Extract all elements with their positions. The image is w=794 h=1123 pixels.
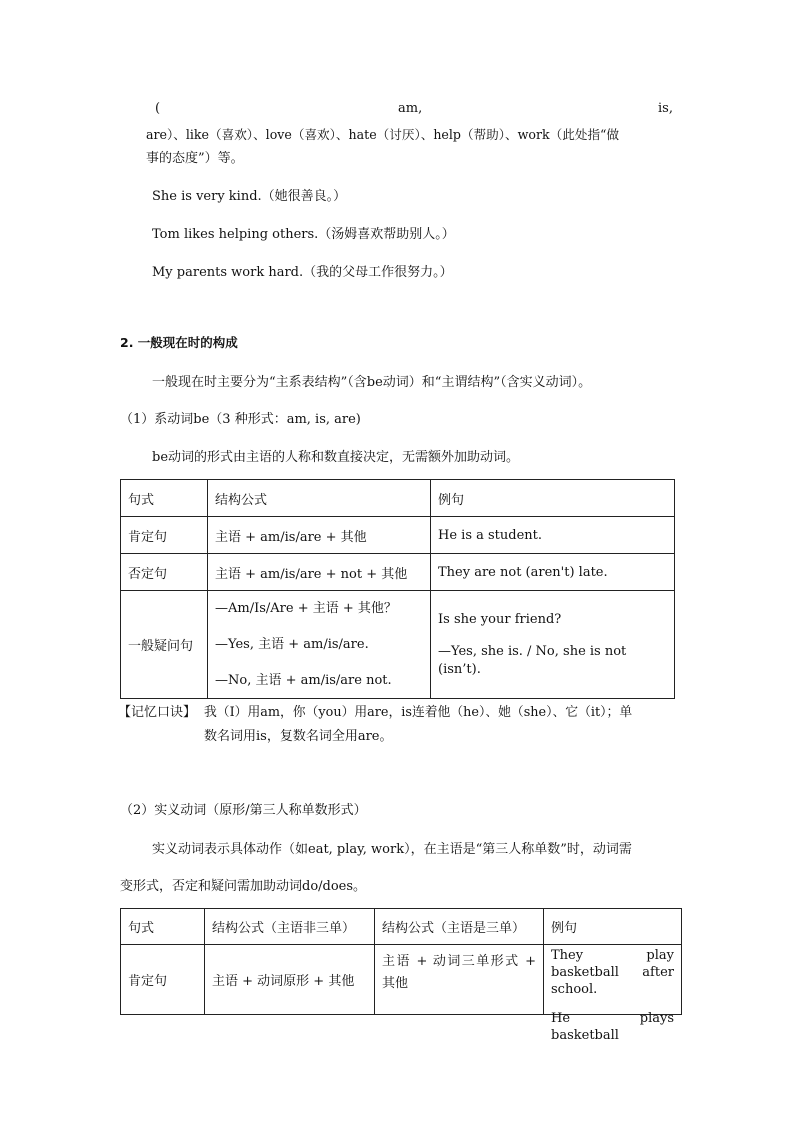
example-sentence-3: My parents work hard.（我的父母工作很努力。） (152, 265, 453, 280)
part2-description: 实义动词表示具体动作（如eat, play, work），在主语是“第三人称单数”时，动词需 (152, 842, 632, 857)
mnemonic-text-line: 数名词用is，复数名词全用are。 (204, 729, 393, 744)
formula-line: —Yes, 主语 + am/is/are. (215, 636, 369, 652)
table-header: 句式 (121, 480, 208, 517)
table-header: 例句 (544, 909, 682, 945)
table-row (121, 591, 675, 699)
table-header: 结构公式（主语非三单） (205, 909, 375, 945)
table-header: 句式 (121, 909, 205, 945)
example-line: —Yes, she is. / No, she is not (isn’t). (438, 643, 627, 677)
paren-open: ( (155, 101, 161, 116)
example-line: Is she your friend? (438, 611, 562, 627)
formula-line: —No, 主语 + am/is/are not. (215, 672, 392, 688)
example-cell (544, 945, 682, 1043)
section-heading: 2. 一般现在时的构成 (120, 335, 238, 350)
verb-list-line: are）、like（喜欢）、love（喜欢）、hate（讨厌）、help（帮助）、work（此处指“做 (146, 127, 620, 142)
table-header: 结构公式（主语是三单） (375, 909, 544, 945)
example-sentence-2: Tom likes helping others.（汤姆喜欢帮助别人。） (152, 227, 455, 242)
example-line: They play basketball after school. (551, 948, 674, 997)
sentence-type: 肯定句 (121, 517, 208, 554)
part2-description-cont: 变形式，否定和疑问需加助动词do/does。 (120, 879, 367, 894)
table-row (121, 554, 675, 591)
structure-formula: 主语 + 动词原形 + 其他 (205, 945, 375, 1015)
table-header: 结构公式 (208, 480, 431, 517)
section-intro: 一般现在时主要分为“主系表结构”（含be动词）和“主谓结构”（含实义动词）。 (152, 375, 592, 390)
example-cell (431, 591, 675, 699)
structure-formula: 主语 + am/is/are + not + 其他 (208, 554, 431, 591)
word-is: is, (658, 101, 673, 116)
mnemonic-label: 【记忆口诀】 (118, 705, 197, 720)
be-verb-table (120, 479, 675, 699)
table-header-row (121, 480, 675, 517)
sentence-type: 否定句 (121, 554, 208, 591)
formula-line: —Am/Is/Are + 主语 + 其他？ (215, 600, 397, 616)
sentence-type: 肯定句 (121, 945, 205, 1015)
table-header-row (121, 909, 682, 945)
action-verb-table (120, 908, 682, 1043)
word-am: am, (398, 101, 423, 116)
example-sentence-1: She is very kind.（她很善良。） (152, 189, 347, 204)
structure-formula: 主语 + am/is/are + 其他 (208, 517, 431, 554)
structure-formula: 主语 + 动词三单形式 + 其他 (375, 945, 544, 1015)
part2-title: （2）实义动词（原形/第三人称单数形式） (120, 803, 367, 818)
part1-description: be动词的形式由主语的人称和数直接决定，无需额外加助动词。 (152, 450, 520, 465)
table-row (121, 945, 682, 1015)
mnemonic-text-line: 我（I）用am，你（you）用are，is连着他（he）、她（she）、它（it）；单 (204, 705, 633, 720)
verb-list-line-end: 事的态度”）等。 (146, 151, 244, 166)
structure-formula (208, 591, 431, 699)
table-row (121, 517, 675, 554)
table-header: 例句 (431, 480, 675, 517)
part1-title: （1）系动词be（3 种形式：am, is, are) (120, 412, 361, 427)
example-line: He plays basketball (551, 1011, 674, 1043)
sentence-type: 一般疑问句 (121, 591, 208, 699)
example-cell: They are not (aren't) late. (431, 554, 675, 591)
example-cell: He is a student. (431, 517, 675, 554)
